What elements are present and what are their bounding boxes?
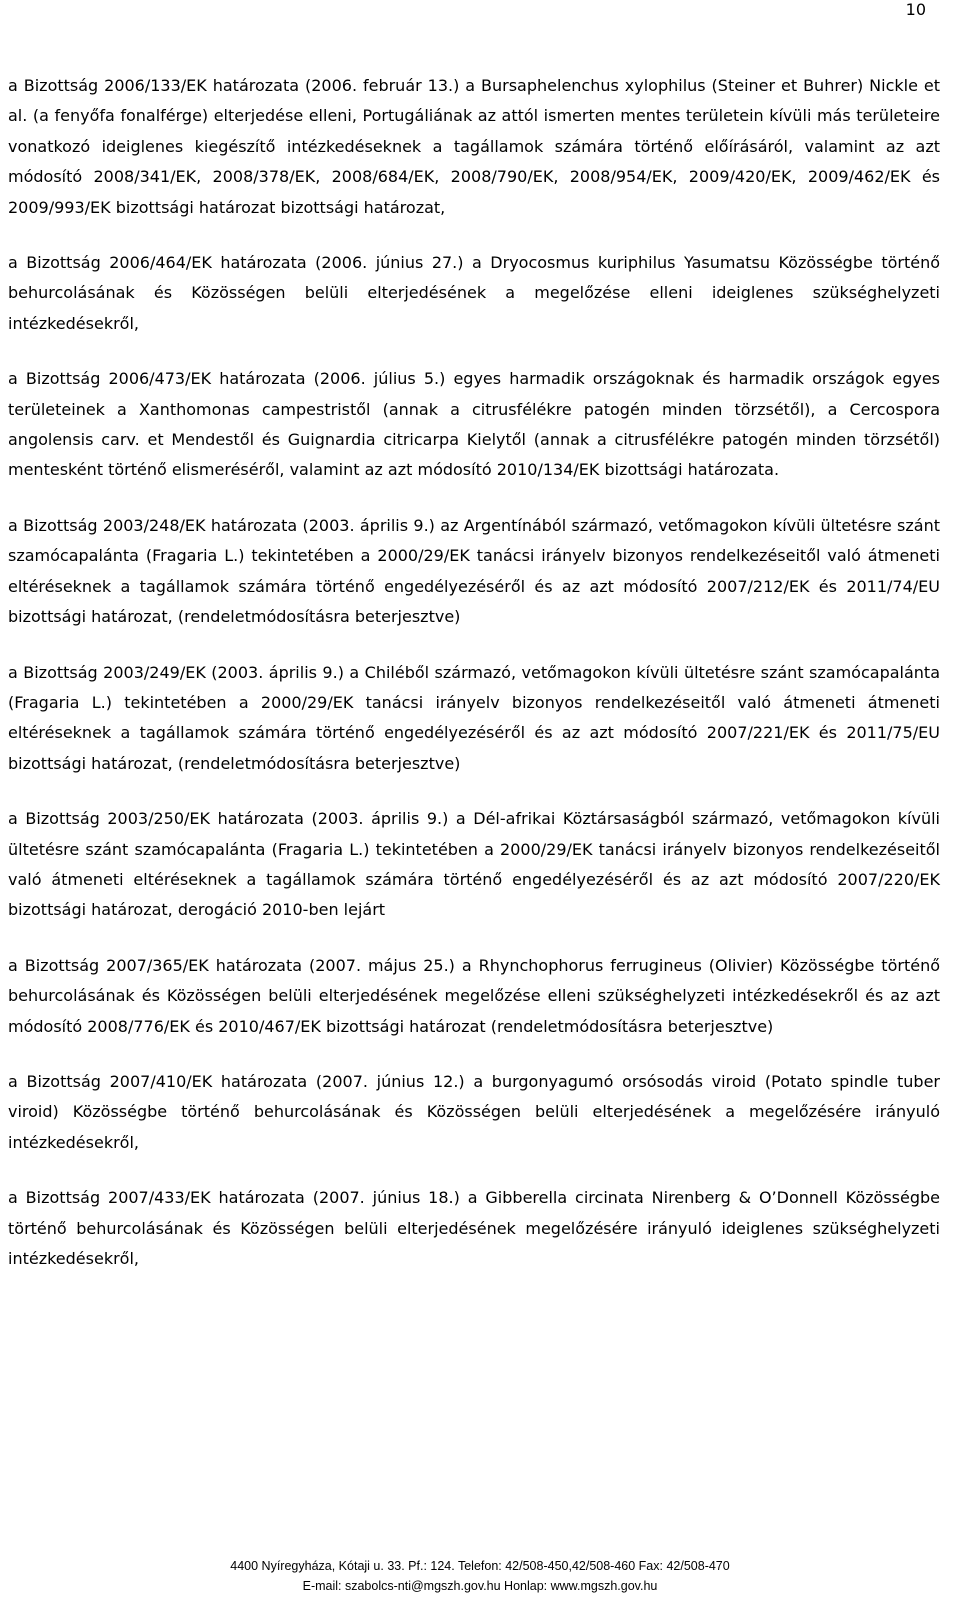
paragraph-2007-410: a Bizottság 2007/410/EK határozata (2007. június 12.) a burgonyagumó orsósodás viroid (Potato spindle tuber viroid) Közösségbe történő behurcolásának és Közösségen belüli elterjedésének a megelőzésére irányuló intézkedésekről, bbox=[8, 1071, 940, 1152]
paragraph-2003-248: a Bizottság 2003/248/EK határozata (2003. április 9.) az Argentínából származó, vetőmagokon kívüli ültetésre szánt szamócapalánta (Fragaria L.) tekintetében a 2000/29/EK tanácsi irányelv bizonyos rendelkezéseitől való átmeneti eltéréseknek a tagállamok számára történő engedélyezéséről és az azt módosító 2007/212/EK és 2011/74/EU bizottsági határozat, (rendeletmódosításra beterjesztve) bbox=[8, 515, 940, 627]
paragraph-2003-250: a Bizottság 2003/250/EK határozata (2003. április 9.) a Dél-afrikai Köztársaságból származó, vetőmagokon kívüli ültetésre szánt szamócapalánta (Fragaria L.) tekintetében a 2000/29/EK tanácsi irányelv bizonyos rendelkezéseitől való átmeneti eltéréseknek a tagállamok számára történő engedélyezéséről és az azt módosító 2007/220/EK bizottsági határozat, derogáció 2010-ben lejárt bbox=[8, 809, 940, 920]
document-body bbox=[8, 71, 940, 1299]
paragraph-2007-433: a Bizottság 2007/433/EK határozata (2007. június 18.) a Gibberella circinata Nirenberg & O’Donnell Közösségbe történő behurcolásának és Közösségen belüli elterjedésének megelőzésére irányuló ideiglenes szükséghelyzeti intézkedésekről, bbox=[8, 1188, 940, 1268]
paragraph-2006-464: a Bizottság 2006/464/EK határozata (2006. június 27.) a Dryocosmus kuriphilus Yasumatsu Közösségbe történő behurcolásának és Közösségen belüli elterjedésének a megelőzése elleni ideiglenes szükséghelyzeti intézkedésekről, bbox=[8, 253, 940, 333]
paragraph-2003-249: a Bizottság 2003/249/EK (2003. április 9.) a Chiléből származó, vetőmagokon kívüli ültetésre szánt szamócapalánta (Fragaria L.) tekintetében a 2000/29/EK tanácsi irányelv bizonyos rendelkezéseitől való átmeneti átmeneti eltéréseknek a tagállamok számára történő engedélyezéséről és az azt módosító 2007/221/EK és 2011/75/EU bizottsági határozat, (rendeletmódosításra beterjesztve) bbox=[8, 662, 940, 773]
paragraph-2006-133: a Bizottság 2006/133/EK határozata (2006. február 13.) a Bursaphelenchus xylophilus (Steiner et Buhrer) Nickle et al. (a fenyőfa fonalférge) elterjedése elleni, Portugáliának az attól ismerten mentes területein kívüli más területeire vonatkozó ideiglenes kiegészítő intézkedéseknek a tagállamok számára történő előírásáról, valamint az azt módosító 2008/341/EK, 2008/378/EK, 2008/684/EK, 2008/790/EK, 2008/954/EK, 2009/420/EK, 2009/462/EK és 2009/993/EK bizottsági határozat bizottsági határozat, bbox=[8, 76, 940, 217]
homepage-label: Honlap: bbox=[500, 1579, 551, 1593]
page-number: 10 bbox=[905, 0, 926, 19]
paragraph-2007-365: a Bizottság 2007/365/EK határozata (2007. május 25.) a Rhynchophorus ferrugineus (Olivier) Közösségbe történő behurcolásának és Közösségen belüli elterjedésének megelőzése elleni szükséghelyzeti intézkedésekről és az azt módosító 2008/776/EK és 2010/467/EK bizottsági határozat (rendeletmódosításra beterjesztve) bbox=[8, 955, 940, 1036]
email-label: E-mail: bbox=[302, 1579, 345, 1593]
paragraph-2006-473: a Bizottság 2006/473/EK határozata (2006. július 5.) egyes harmadik országoknak és harmadik országok egyes területeinek a Xanthomonas campestristől (annak a citrusfélékre patogén minden törzsétől), a Cercospora angolensis carv. et Mendestől és Guignardia citricarpa Kielytől (annak a citrusfélékre patogén minden törzsétől) mentesként történő elismeréséről, valamint az azt módosító 2010/134/EK bizottsági határozata. bbox=[8, 369, 940, 480]
footer-contact bbox=[0, 1576, 960, 1596]
homepage-link[interactable]: www.mgszh.gov.hu bbox=[550, 1579, 658, 1593]
footer-address: 4400 Nyíregyháza, Kótaji u. 33. Pf.: 124. Telefon: 42/508-450,42/508-460 Fax: 42/508-470 bbox=[230, 1559, 730, 1573]
email-link[interactable]: szabolcs-nti@mgszh.gov.hu bbox=[344, 1579, 501, 1593]
page-footer bbox=[0, 1556, 960, 1596]
